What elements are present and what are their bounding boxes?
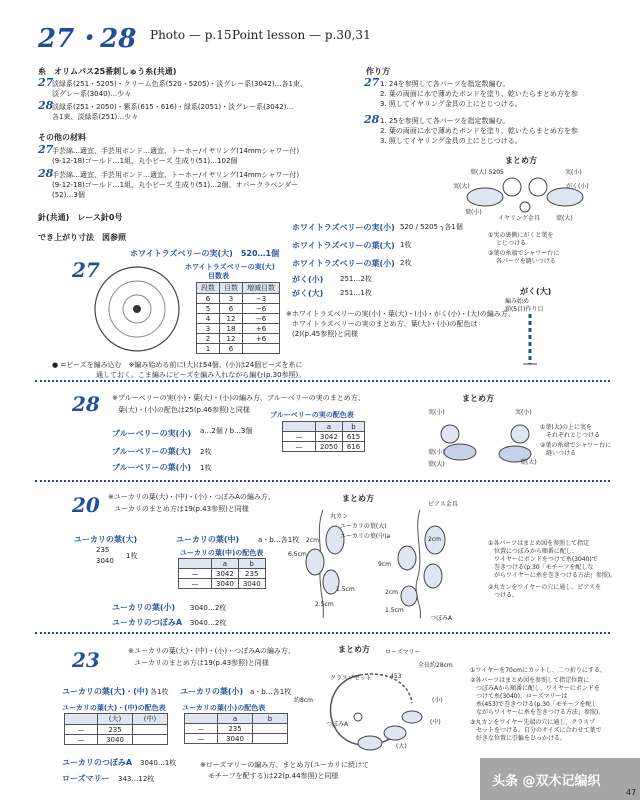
materials-27-number: 27 <box>38 76 54 89</box>
m20-label-15a: 1.5cm <box>336 586 355 593</box>
part-20-2-name: ユーカリの葉(中) <box>176 535 240 544</box>
part-20-1-count: 1枚 <box>126 552 138 560</box>
t2-head: a <box>218 714 253 724</box>
m23-note8: セットをつける。自分のサイズに合わせて葉で <box>476 727 602 734</box>
count-head: 目数 <box>220 283 243 294</box>
m28-note2b: 縫いつける <box>546 450 577 457</box>
count-cell: −6 <box>243 314 280 324</box>
m23-label-8cm: 約8cm <box>294 697 313 704</box>
m23-label-rosemary: ローズマリー <box>385 649 421 656</box>
m23-note9: 好きな位置に引輪をひっかける。 <box>476 735 567 742</box>
m27-label-gaku: がく(小) <box>566 183 589 190</box>
gaku-big-title: がく(大) <box>520 287 552 296</box>
eu-head: b <box>238 559 265 569</box>
note-27-3: (2)(p.45参照)と同様 <box>292 330 358 338</box>
section-20-number: 20 <box>72 493 100 517</box>
m20-note4: 巻きつける(p.30「モチーフを配しな <box>494 564 594 571</box>
part-20-4-val: 3040…2枚 <box>190 619 227 627</box>
m20-label-pierce: ピアス金具 <box>428 501 458 508</box>
m20-label-ring: 丸カン <box>330 513 349 520</box>
m27-label-leaf-small: 葉(小) <box>465 209 482 216</box>
part-20-1-v2: 3040 <box>96 557 114 565</box>
other-materials-title: その他の材料 <box>38 133 86 142</box>
note-28-2: 葉(大)・(小)の配色は25(p.46参照)と同様 <box>118 406 250 414</box>
m27-note1b: とじつける <box>496 240 527 247</box>
m23-note1: ①ワイヤーを70cmにカットし、二つ折りにする。 <box>470 667 606 674</box>
t2-head: b <box>253 714 288 724</box>
other-27-line2: (9-12-18)ゴールド…1組、丸小ビーズ 生成り(51)…102個 <box>52 157 238 165</box>
count-table-sub: 目数表 <box>208 272 229 280</box>
t2-cell: 235 <box>218 724 253 734</box>
eu-cell: — <box>179 579 212 589</box>
matome-23-title: まとめ方 <box>338 645 370 654</box>
part-20-3-val: 3040…2枚 <box>190 604 227 612</box>
bb-cell: 3042 <box>316 432 343 442</box>
section-28-number: 28 <box>72 392 100 416</box>
gaku-chain: 鎖(5目)作り目 <box>505 306 544 313</box>
gaku-start: 編み始め <box>505 298 530 305</box>
eu-head <box>179 559 212 569</box>
count-cell: 12 <box>220 314 243 324</box>
m20-label-2a: 2cm <box>306 537 319 544</box>
m27-note1: ①実の裏側にがくと葉を <box>488 232 554 239</box>
note-27-2: ホワイトラズベリーの実のまとめ方、葉(大)・(小)の配色は <box>292 320 478 328</box>
part-20-1-v1: 235 <box>96 546 110 554</box>
note-23-2: ユーカリのまとめ方は19(p.43参照)と同様 <box>134 659 269 667</box>
part-23-1-val: 各1枚 <box>150 688 169 696</box>
m23-note3: つぼみAから順番に配し、ワイヤーにボンドを <box>476 685 600 692</box>
m20-note3: ワイヤーにボンドをつけて糸(3040)で <box>494 556 598 563</box>
part-23-4-val: 343…12枚 <box>118 775 155 783</box>
bb-head <box>283 422 316 432</box>
count-cell: +6 <box>243 334 280 344</box>
how-27-step3: 3. 照してイヤリング金具の上にとじつける。 <box>380 100 522 108</box>
bb-head: b <box>342 422 364 432</box>
t2-cell <box>253 734 288 744</box>
part-28-0-name: ブルーベリーの実(小) <box>112 429 191 438</box>
note-23-3: ※ローズマリーの編み方、まとめ方(ユーカリに続けて <box>200 761 369 769</box>
count-cell: 1 <box>197 344 220 354</box>
m20-label-65: 6.5cm <box>288 551 307 558</box>
part-23-2-name: ユーカリの葉(小) <box>180 687 244 696</box>
bb-cell: 616 <box>342 442 364 452</box>
materials-27-line1: 淡緑系(251・5205)・クリーム色系(520・5205)・淡グレー系(3042)…各1束、 <box>52 80 308 88</box>
note-28-1: ※ブルーベリーの実(小)・葉(大)・(小)の編み方、ブルーベリーの実のまとめ方、 <box>112 394 365 402</box>
eu-bigmid-table <box>64 713 168 745</box>
part-23-3-val: 3040…1枚 <box>140 759 177 767</box>
eu-head: a <box>212 559 239 569</box>
raspberry-big-label: ホワイトラズベリーの実(大) 520…1個 <box>130 249 280 258</box>
photo-ref: Photo — p.15 <box>150 28 232 42</box>
m20-label-9: 9cm <box>378 561 391 568</box>
section-27-number: 27 <box>72 258 100 282</box>
part-27-0-name: ホワイトラズベリーの実(小) <box>292 223 395 232</box>
part-27-0-val: 520 / 5205 ┐各1個 <box>400 223 463 231</box>
part-23-4-name: ローズマリー <box>62 774 110 783</box>
divider <box>35 380 610 382</box>
t2-cell: 3040 <box>218 734 253 744</box>
t1-cell: — <box>65 735 98 745</box>
count-head: 段数 <box>197 283 220 294</box>
t1-head <box>65 714 98 725</box>
count-head: 増減目数 <box>243 283 280 294</box>
how-27-number: 27 <box>364 76 380 89</box>
bead-note-1: ● =ビーズを編み込む ※編み始める前に(大)は54個、(小)は24個ビーズを糸に <box>52 361 303 369</box>
m23-note4: つけて糸(3040)、ローズマリーは <box>476 693 568 700</box>
m20-label-leaf-mid: ユーカリの葉(中)a <box>340 533 391 540</box>
m20-label-15b: 1.5cm <box>385 607 404 614</box>
count-cell: −6 <box>243 304 280 314</box>
m27-label-berry-big: 実(大) <box>453 183 470 190</box>
m23-label-length: 全長約28cm <box>418 662 453 669</box>
m28-note1b: それぞれとじつける <box>546 432 601 439</box>
t2-cell: — <box>185 734 218 744</box>
matome-20-title: まとめ方 <box>342 494 374 503</box>
how-28-step2: 2. 葉の両面に水で薄めたボンドを塗り、乾いたらまとめ方を参 <box>380 127 578 135</box>
part-27-2-val: 2枚 <box>400 259 412 267</box>
other-28-line3: (52)…3個 <box>52 191 85 199</box>
part-23-1-name: ユーカリの葉(大)・(中) <box>62 687 149 696</box>
m23-label-clasp: クラスプセット <box>330 675 372 682</box>
eu-cell: 3042 <box>212 569 239 579</box>
raspberry-chart-circle <box>92 262 182 357</box>
t2-head <box>185 714 218 724</box>
part-27-1-name: ホワイトラズベリーの葉(大) <box>292 241 395 250</box>
bead-note-2: 通しておく。こま編みにビーズを編み入れながら編む(p.30参照)。 <box>96 371 306 379</box>
divider <box>35 480 610 482</box>
part-28-0-val: a…2個 / b…3個 <box>200 427 253 435</box>
other-28-line2: (9-12-18)ゴールド…1組、丸小ビーズ 生成り(51)…2個、オパークラベンダー <box>52 181 299 189</box>
m20-note6: ②丸カンをワイヤーの穴に通し、ピアスを <box>488 584 601 591</box>
bb-cell: 2050 <box>316 442 343 452</box>
m28-label-berry2: 実(小) <box>515 409 532 416</box>
count-cell: 6 <box>220 304 243 314</box>
part-23-2-val: a・b…各1枚 <box>250 688 292 696</box>
count-table <box>196 282 280 354</box>
m27-note2b: 各パーツを縫いつける <box>496 258 556 265</box>
t1-cell: — <box>65 725 98 735</box>
t2-cell: — <box>185 724 218 734</box>
eu-small-table <box>184 713 288 744</box>
m28-label-leaf-big1: 葉(大) <box>428 461 445 468</box>
lesson-ref: Point lesson — p.30,31 <box>232 28 371 42</box>
m23-note2: ②各パーツはまとめ図を参照して指定位置に <box>470 677 590 684</box>
m20-note2: 位置につぼみから順番に配し、 <box>494 548 578 555</box>
page-number: 47 <box>626 788 637 797</box>
pattern-number: 27・28 <box>38 24 137 54</box>
note-20-2: ユーカリのまとめ方は19(p.43参照)と同様 <box>114 505 249 513</box>
m27-label-earring: イヤリング金具 <box>498 215 540 222</box>
count-cell: 3 <box>220 294 243 304</box>
how-to-title: 作り方 <box>366 67 390 76</box>
m23-label-big: (大) <box>396 743 407 750</box>
m23-label-small: (小) <box>432 697 443 704</box>
bb-head: a <box>316 422 343 432</box>
how-27-step1: 1. 24を参照して各パーツを指定数編む。 <box>380 80 510 88</box>
eu-cell: 235 <box>238 569 265 579</box>
part-20-3-name: ユーカリの葉(小) <box>112 603 176 612</box>
finished-size: でき上がり寸法 図参照 <box>38 233 126 242</box>
count-cell: 12 <box>220 334 243 344</box>
m23-note7: ③丸カンをワイヤー先端の穴に通し、クラスプ <box>470 719 596 726</box>
part-27-3-name: がく(小) <box>292 275 324 284</box>
part-20-1-name: ユーカリの葉(大) <box>74 535 138 544</box>
count-cell: +6 <box>243 324 280 334</box>
m20-label-2b: 2cm <box>428 536 441 543</box>
m28-label-leaf-small: 葉(小) <box>428 449 445 456</box>
t1-cell <box>133 725 168 735</box>
part-23-3-name: ユーカリのつぼみA <box>62 758 133 767</box>
part-28-1-name: ブルーベリーの葉(大) <box>112 447 191 456</box>
t1-cell: 235 <box>98 725 133 735</box>
m28-label-leaf-big2: 葉(大) <box>520 459 537 466</box>
bb-cell: — <box>283 442 316 452</box>
how-28-step3: 3. 照してイヤリング金具の上にとじつける。 <box>380 137 522 145</box>
gaku-chart <box>515 312 545 367</box>
m20-label-bud: つぼみA <box>430 615 453 622</box>
t1-cell: 3040 <box>98 735 133 745</box>
matome-27-title: まとめ方 <box>505 156 537 165</box>
materials-27-line2: 淡グレー系(3040)…少々 <box>52 90 132 98</box>
count-table-title: ホワイトラズベリーの実(大) <box>185 263 275 271</box>
how-27-step2: 2. 葉の両面に水で薄めたボンドを塗り、乾いたらまとめ方を参 <box>380 90 578 98</box>
eu-cell: 3040 <box>238 579 265 589</box>
m27-note2: ②葉の糸端でシャワー台に <box>488 250 560 257</box>
eu-cell: 3040 <box>212 579 239 589</box>
note-27-1: ※ホワイトラズベリーの実(小)・葉(大)・(小)・がく(小)・(大)の編み方、 <box>286 310 515 318</box>
how-28-number: 28 <box>364 113 380 126</box>
divider <box>35 632 610 634</box>
m20-label-2c: 2cm <box>385 589 398 596</box>
m20-note5: がらワイヤーに糸を巻きつける方法」参照)。 <box>494 572 617 579</box>
other-27-number: 27 <box>38 143 54 156</box>
m20-label-leaf-big: ユーカリの葉(大) <box>340 523 387 530</box>
t1-head: (中) <box>133 714 168 725</box>
m27-label-leaf-big: 葉(大) 5205 <box>470 169 504 176</box>
materials-28-line1: 淡緑系(251・2050)・紫系(615・616)・緑系(2051)・淡グレー系(3042)… <box>52 103 294 111</box>
m20-note1: ①各パーツはまとめ図を参照して指定 <box>488 540 590 547</box>
m27-label-leaf-big2: 葉(大) <box>556 215 573 222</box>
eu-bigmid-table-title: ユーカリの葉(大)・(中)の配色表 <box>62 704 166 712</box>
count-cell: 6 <box>220 344 243 354</box>
m28-note1: ①葉(大)の上に実を <box>540 424 593 431</box>
other-28-number: 28 <box>38 167 54 180</box>
t1-cell <box>133 735 168 745</box>
count-cell <box>243 344 280 354</box>
eu-cell: — <box>179 569 212 579</box>
part-28-1-val: 2枚 <box>200 448 212 456</box>
needle-info: 針(共通) レース針0号 <box>38 213 123 222</box>
bb-cell: — <box>283 432 316 442</box>
other-28-line1: 手芸綿…適宜、手芸用ボンド…適宜、トーホー/イヤリング(14mmシャワー付) <box>52 171 300 179</box>
count-cell: −3 <box>243 294 280 304</box>
bb-cell: 615 <box>342 432 364 442</box>
m20-note7: つける。 <box>494 592 519 599</box>
part-27-1-val: 1枚 <box>400 241 412 249</box>
count-cell: 3 <box>197 324 220 334</box>
count-cell: 2 <box>197 334 220 344</box>
matome-28-title: まとめ方 <box>462 394 494 403</box>
m23-label-mid: (中) <box>430 719 441 726</box>
blueberry-table-title: ブルーベリーの実の配色表 <box>270 411 354 419</box>
part-27-3-val: 251…2枚 <box>340 275 372 283</box>
count-cell: 6 <box>197 294 220 304</box>
section-23-number: 23 <box>72 648 100 672</box>
part-27-2-name: ホワイトラズベリーの葉(小) <box>292 259 395 268</box>
eucalyptus-mid-table-title: ユーカリの葉(中)の配色表 <box>180 549 264 557</box>
part-27-4-val: 251…1枚 <box>340 289 372 297</box>
materials-28-line2: 各1束、淡緑系(251)…少々 <box>52 113 139 121</box>
m27-label-berry-small: 実(小) <box>565 169 582 176</box>
m23-note5: 糸(453)で巻きつける(p.30「モチーフを配し <box>476 701 598 708</box>
m28-note2: ②葉の糸端でシャワー台に <box>540 442 612 449</box>
eucalyptus-mid-table <box>178 558 266 589</box>
m23-label-453: 453 <box>390 673 402 680</box>
other-27-line1: 手芸綿…適宜、手芸用ボンド…適宜、トーホー/イヤリング(14mmシャワー付) <box>52 147 300 155</box>
note-20-1: ※ユーカリの葉(大)・(中)・(小)・つぼみAの編み方、 <box>108 493 275 501</box>
materials-title: 糸 オリムパス25番刺しゅう糸(共通) <box>38 67 177 76</box>
part-28-2-name: ブルーベリーの葉(小) <box>112 463 191 472</box>
m23-note6: ながらワイヤーに糸を巻きつける方法」参照)。 <box>476 709 605 716</box>
m20-label-25: 2.5cm <box>315 601 334 608</box>
note-23-4: モチーフを配する)は22(p.44参照)と同様 <box>208 772 339 780</box>
count-cell: 5 <box>197 304 220 314</box>
t1-head: (大) <box>98 714 133 725</box>
how-28-step1: 1. 25を参照して各パーツを指定数編む。 <box>380 117 510 125</box>
materials-28-number: 28 <box>38 99 54 112</box>
eu-small-table-title: ユーカリの葉(小)の配色表 <box>182 704 266 712</box>
count-cell: 18 <box>220 324 243 334</box>
m23-label-bud: つぼみA <box>326 721 349 728</box>
blueberry-color-table <box>282 421 365 452</box>
part-20-2-val: a・b…各1枚 <box>258 536 300 544</box>
count-cell: 4 <box>197 314 220 324</box>
part-28-2-val: 1枚 <box>200 464 212 472</box>
note-23-1: ※ユーカリの葉(大)・(中)・(小)・つぼみAの編み方、 <box>128 647 295 655</box>
m28-label-berry1: 実(小) <box>428 409 445 416</box>
t2-cell <box>253 724 288 734</box>
watermark: 头条 @双木记编织 <box>492 774 601 789</box>
part-27-4-name: がく(大) <box>292 289 324 298</box>
part-20-4-name: ユーカリのつぼみA <box>112 618 183 627</box>
